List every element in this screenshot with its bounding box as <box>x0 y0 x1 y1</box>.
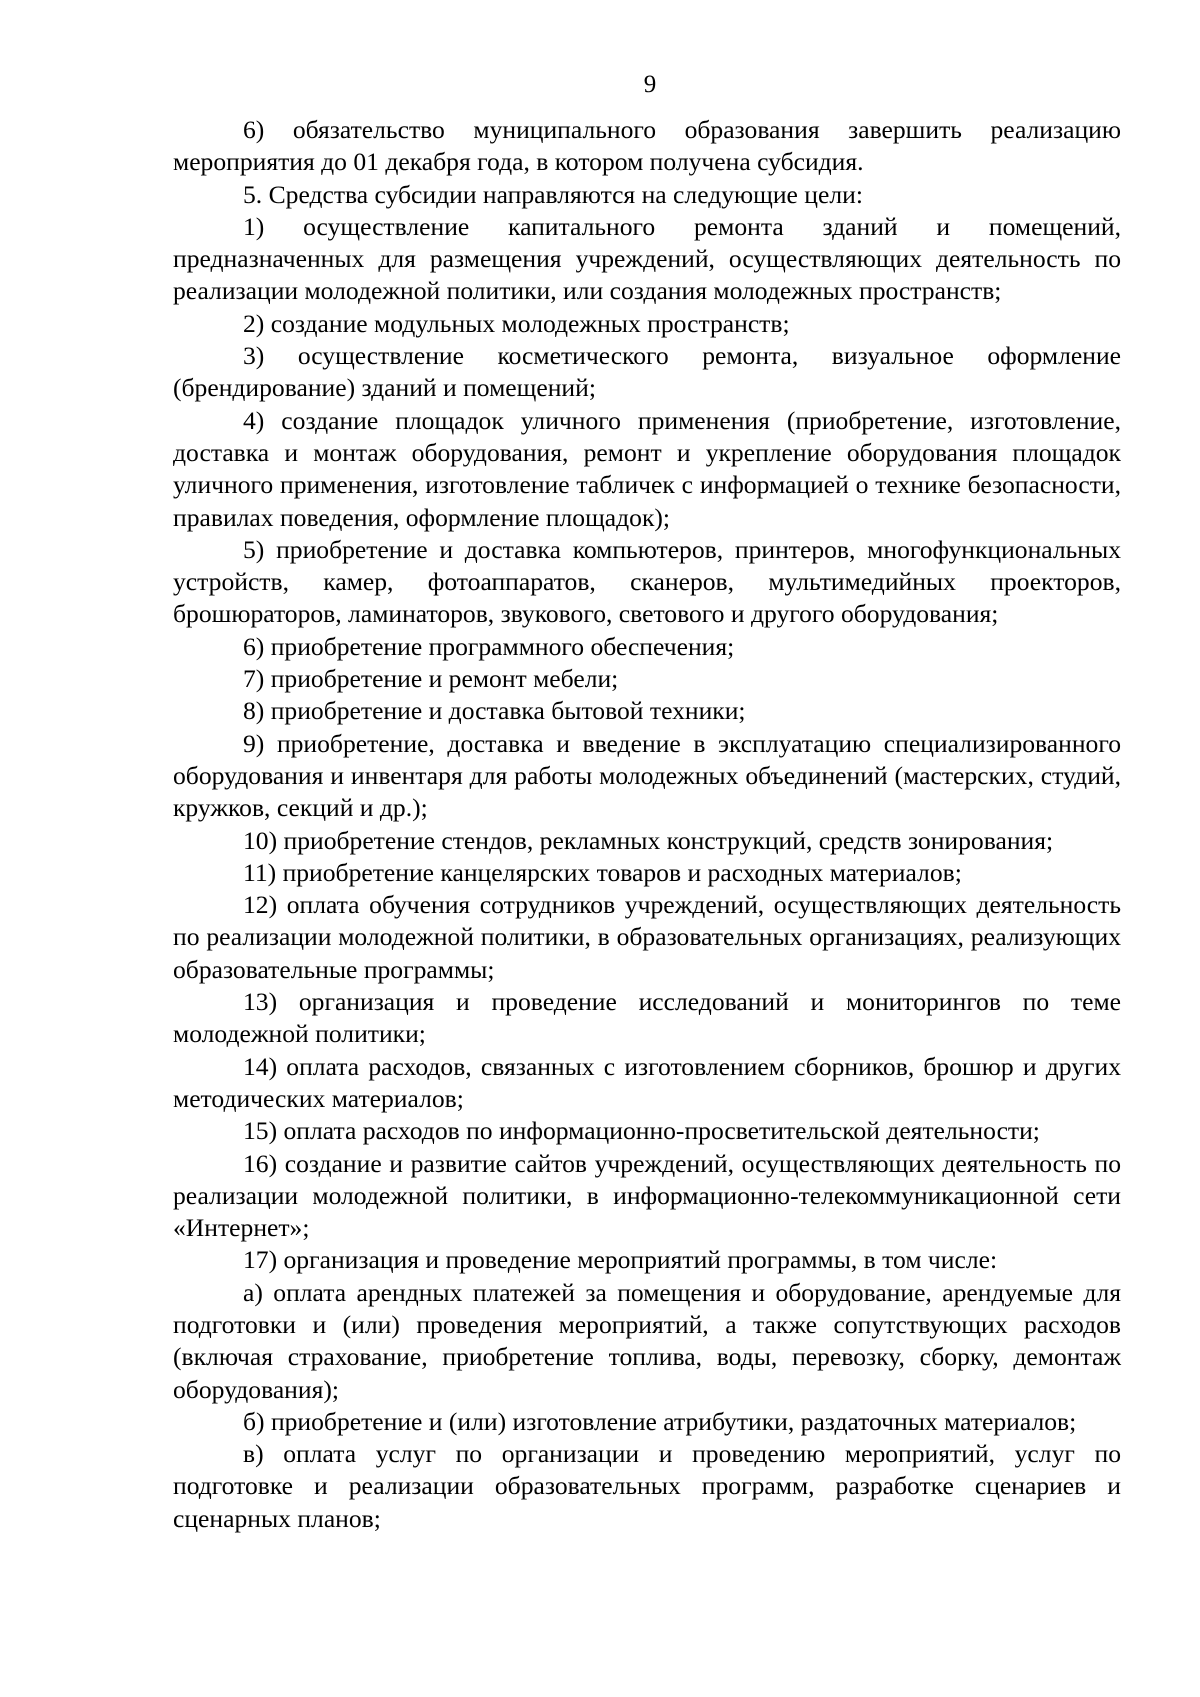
paragraph: 13) организация и проведение исследований и мониторингов по теме молодежной политики; <box>173 987 1121 1049</box>
paragraph: 14) оплата расходов, связанных с изготовлением сборников, брошюр и других методических материалов; <box>173 1051 1121 1113</box>
paragraph: 17) организация и проведение мероприятий программы, в том числе: <box>243 1245 998 1275</box>
paragraph: 16) создание и развитие сайтов учреждений, осуществляющих деятельность по реализации молодежной политики, в информационно-телекоммуникационной сети «Интернет»; <box>173 1148 1121 1243</box>
paragraph: 11) приобретение канцелярских товаров и расходных материалов; <box>243 857 962 887</box>
paragraph: 4) создание площадок уличного применения (приобретение, изготовление, доставка и монтаж оборудования, ремонт и укрепление оборудования площадок уличного применения, изготовление табличек с информацией о технике безопасности, правилах поведения, оформление площадок); <box>173 405 1121 532</box>
paragraph: 5) приобретение и доставка компьютеров, принтеров, многофункциональных устройств, камер, фотоаппаратов, сканеров, мультимедийных проекторов, брошюраторов, ламинаторов, звукового, светового и другого оборудования; <box>173 534 1121 629</box>
paragraph: 15) оплата расходов по информационно-просветительской деятельности; <box>243 1116 1040 1146</box>
paragraph: 6) обязательство муниципального образования завершить реализацию мероприятия до 01 декабря года, в котором получена субсидия. <box>173 115 1121 177</box>
paragraph: в) оплата услуг по организации и проведению мероприятий, услуг по подготовке и реализации образовательных программ, разработке сценариев и сценарных планов; <box>173 1439 1121 1533</box>
paragraph: 8) приобретение и доставка бытовой техники; <box>243 696 746 726</box>
paragraph: 1) осуществление капитального ремонта зданий и помещений, предназначенных для размещения учреждений, осуществляющих деятельность по реализации молодежной политики, или создания молодежных пространств; <box>173 211 1121 306</box>
paragraph: а) оплата арендных платежей за помещения и оборудование, арендуемые для подготовки и (или) проведения мероприятий, а также сопутствующих расходов (включая страхование, приобретение топлива, воды, перевозку, сборку, демонтаж оборудования); <box>173 1277 1121 1404</box>
document-body <box>173 114 1121 1535</box>
paragraph: 6) приобретение программного обеспечения; <box>243 631 735 661</box>
page-number: 9 <box>643 71 657 98</box>
paragraph: 7) приобретение и ремонт мебели; <box>243 664 619 694</box>
paragraph: 12) оплата обучения сотрудников учреждений, осуществляющих деятельность по реализации молодежной политики, в образовательных организациях, реализующих образовательные программы; <box>173 890 1121 984</box>
paragraph: 9) приобретение, доставка и введение в эксплуатацию специализированного оборудования и инвентаря для работы молодежных объединений (мастерских, студий, кружков, секций и др.); <box>173 728 1121 823</box>
paragraph: 3) осуществление косметического ремонта, визуальное оформление (брендирование) зданий и помещений; <box>173 341 1121 403</box>
paragraph: 2) создание модульных молодежных пространств; <box>243 308 790 338</box>
paragraph: 10) приобретение стендов, рекламных конструкций, средств зонирования; <box>243 825 1054 855</box>
paragraph: 5. Средства субсидии направляются на следующие цели: <box>243 179 863 209</box>
paragraph: б) приобретение и (или) изготовление атрибутики, раздаточных материалов; <box>243 1406 1077 1436</box>
